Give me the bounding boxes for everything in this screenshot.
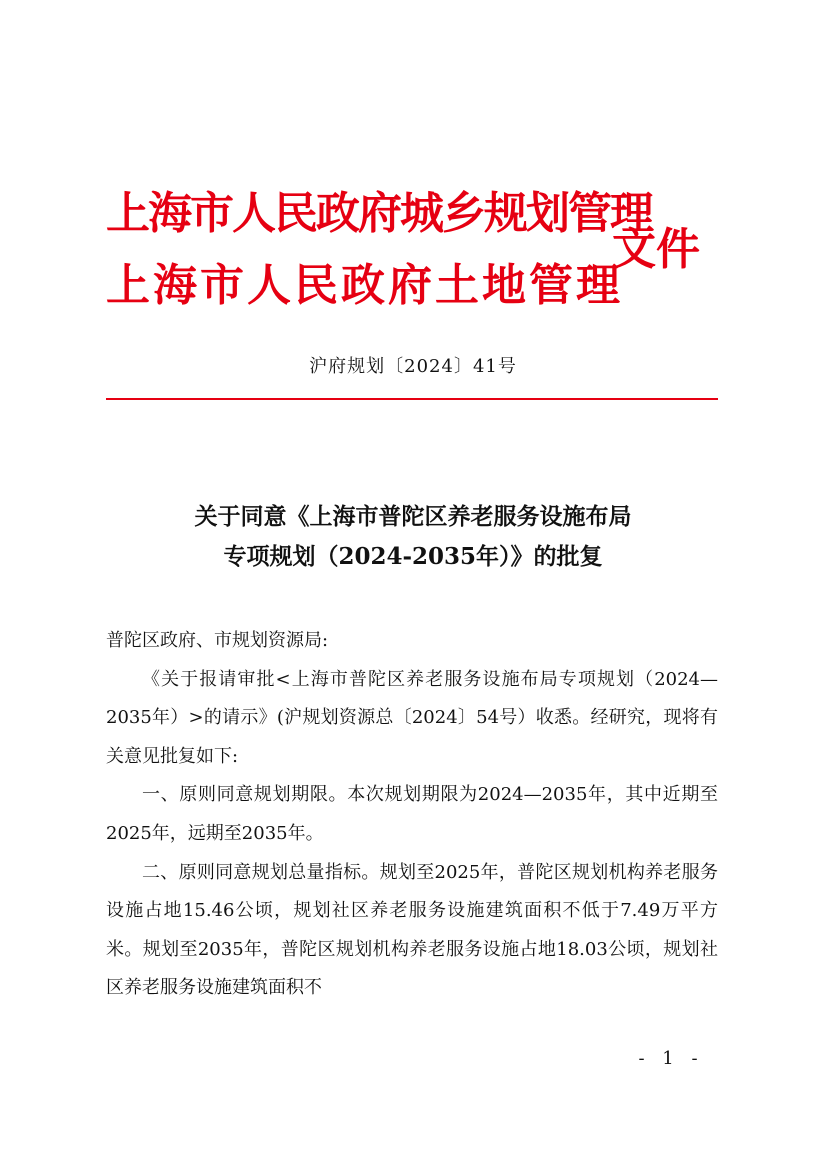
body-paragraph: 一、原则同意规划期限。本次规划期限为2024—2035年，其中近期至2025年，远期至2035年。 <box>106 784 718 844</box>
red-divider-line <box>106 398 718 400</box>
document-title-line-2: 专项规划（2024-2035年）》的批复 <box>223 543 603 570</box>
body-paragraph: 二、原则同意规划总量指标。规划至2025年，普陀区规划机构养老服务设施占地15.46公顷，规划社区养老服务设施建筑面积不低于7.49万平方米。规划至2035年，普陀区规划机构养老服务设施占地18.03公顷，规划社区养老服务设施建筑面积不 <box>106 861 718 999</box>
document-number: 沪府规划〔2024〕41号 <box>309 356 517 377</box>
document-title-line-1: 关于同意《上海市普陀区养老服务设施布局 <box>194 503 632 530</box>
issuer-name-line-2: 上海市人民政府土地管理 <box>106 260 623 311</box>
recipient-line: 普陀区政府、市规划资源局: <box>106 630 329 651</box>
document-type-label: 文件 <box>612 224 700 275</box>
document-body <box>106 622 718 1008</box>
issuer-name-line-1: 上海市人民政府城乡规划管理 <box>106 188 652 239</box>
body-paragraph: 《关于报请审批<上海市普陀区养老服务设施布局专项规划（2024—2035年）>的请示》(沪规划资源总〔2024〕54号）收悉。经研究，现将有关意见批复如下: <box>106 668 718 767</box>
page-number: - 1 - <box>638 1048 704 1069</box>
